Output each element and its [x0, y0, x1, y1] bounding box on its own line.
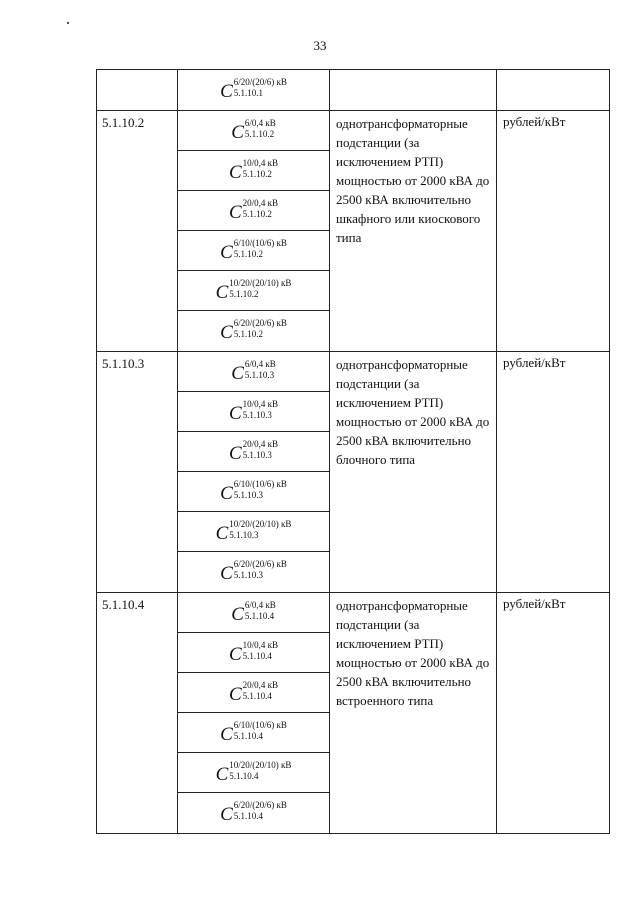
tariff-symbol-cell	[178, 753, 329, 793]
tariff-symbol	[220, 479, 287, 505]
symbol-subscript: 5.1.10.3	[244, 369, 275, 380]
tariff-symbol	[220, 720, 287, 746]
symbol-letter: C	[220, 482, 233, 504]
symbol-letter: C	[228, 442, 242, 464]
tariff-symbol-cell	[178, 151, 329, 191]
item-description: однотрансформаторные подстанции (за исключением РТП) мощностью от 2000 кВА до 2500 кВА включительно встроенного типа	[330, 593, 497, 833]
symbol-subscript: 5.1.10.4	[242, 650, 272, 661]
symbol-superscript: 6/0,4 кВ	[244, 117, 276, 128]
symbol-letter: C	[215, 281, 229, 303]
tariff-symbol-cell	[178, 593, 329, 633]
tariff-symbol	[229, 399, 278, 425]
table-row-group	[96, 70, 610, 111]
symbol-superscript: 6/10/(10/6) кВ	[233, 478, 287, 489]
symbol-superscript: 6/20/(20/6) кВ	[233, 77, 287, 87]
item-code: 5.1.10.4	[97, 593, 178, 833]
tariff-symbol-cell	[178, 392, 329, 432]
symbol-letter: C	[220, 804, 233, 825]
unit-of-measure: рублей/кВт	[503, 596, 566, 611]
symbol-subscript: 5.1.10.2	[233, 329, 264, 339]
symbol-column	[178, 70, 330, 110]
symbol-subscript: 5.1.10.2	[233, 248, 264, 259]
unit-of-measure	[497, 70, 609, 110]
item-code	[97, 70, 178, 110]
symbol-superscript: 6/10/(10/6) кВ	[233, 237, 287, 248]
symbol-superscript: 6/0,4 кВ	[244, 599, 276, 610]
tariff-symbol-cell	[178, 472, 329, 512]
tariff-symbol-cell	[178, 311, 329, 351]
symbol-subscript: 5.1.10.4	[244, 610, 275, 621]
symbol-letter: C	[228, 643, 242, 665]
symbol-subscript: 5.1.10.4	[233, 730, 264, 741]
page-number: 33	[313, 38, 327, 53]
item-code: 5.1.10.3	[97, 352, 178, 592]
symbol-letter: C	[228, 402, 242, 424]
symbol-subscript: 5.1.10.3	[233, 570, 264, 580]
tariff-symbol	[220, 238, 287, 264]
symbol-letter: C	[220, 723, 233, 745]
tariff-symbol	[216, 760, 292, 786]
unit-of-measure: рублей/кВт	[503, 355, 566, 370]
symbol-column	[178, 352, 330, 592]
symbol-letter: C	[215, 522, 229, 544]
item-code: 5.1.10.2	[97, 111, 178, 351]
symbol-letter: C	[228, 201, 242, 223]
symbol-superscript: 10/0,4 кВ	[242, 639, 279, 650]
symbol-superscript: 6/0,4 кВ	[244, 358, 276, 369]
item-description	[330, 70, 497, 110]
tariff-symbol-cell	[178, 191, 329, 231]
symbol-superscript: 6/20/(20/6) кВ	[233, 559, 287, 569]
tariff-symbol	[229, 680, 278, 706]
table-row-group	[96, 593, 610, 834]
symbol-superscript: 10/20/(20/10) кВ	[229, 277, 292, 288]
symbol-letter: C	[220, 241, 233, 263]
tariff-symbol	[220, 800, 287, 826]
tariff-symbol	[220, 77, 287, 103]
symbol-column	[178, 593, 330, 833]
tariff-symbol-cell	[178, 673, 329, 713]
tariff-symbol	[216, 519, 292, 545]
tariff-symbol-cell	[178, 512, 329, 552]
tariff-symbol	[229, 158, 278, 184]
item-description: однотрансформаторные подстанции (за исключением РТП) мощностью от 2000 кВА до 2500 кВА включительно блочного типа	[330, 352, 497, 592]
tariff-symbol-cell	[178, 793, 329, 833]
symbol-superscript: 10/0,4 кВ	[242, 398, 279, 409]
tariff-symbol	[229, 640, 278, 666]
symbol-subscript: 5.1.10.3	[242, 449, 272, 460]
symbol-letter: C	[220, 322, 233, 343]
symbol-subscript: 5.1.10.3	[233, 489, 264, 500]
symbol-subscript: 5.1.10.4	[233, 811, 264, 821]
tariff-symbol	[229, 439, 278, 465]
symbol-superscript: 10/0,4 кВ	[242, 157, 279, 168]
symbol-subscript: 5.1.10.2	[242, 168, 272, 179]
symbol-superscript: 20/0,4 кВ	[242, 679, 279, 690]
tariff-symbol-cell	[178, 552, 329, 592]
tariff-symbol	[231, 600, 276, 626]
table-row-group	[96, 352, 610, 593]
symbol-letter: C	[231, 121, 244, 143]
tariff-symbol-cell	[178, 271, 329, 311]
tariff-symbol	[220, 559, 287, 585]
tariff-table	[96, 69, 610, 834]
scan-speck	[67, 22, 69, 24]
symbol-subscript: 5.1.10.2	[244, 128, 275, 139]
symbol-letter: C	[231, 362, 244, 384]
symbol-letter: C	[220, 563, 233, 584]
symbol-superscript: 6/10/(10/6) кВ	[233, 719, 287, 730]
symbol-superscript: 10/20/(20/10) кВ	[229, 518, 292, 529]
symbol-subscript: 5.1.10.2	[229, 288, 259, 299]
table-row-group	[96, 111, 610, 352]
unit-of-measure: рублей/кВт	[503, 114, 566, 129]
symbol-subscript: 5.1.10.4	[242, 690, 272, 701]
symbol-subscript: 5.1.10.3	[242, 409, 272, 420]
tariff-symbol-cell	[178, 70, 329, 110]
tariff-symbol	[220, 318, 287, 344]
symbol-letter: C	[231, 603, 244, 625]
tariff-symbol	[231, 118, 276, 144]
symbol-subscript: 5.1.10.4	[229, 770, 259, 781]
tariff-symbol-cell	[178, 713, 329, 753]
tariff-symbol	[229, 198, 278, 224]
symbol-superscript: 10/20/(20/10) кВ	[229, 759, 292, 770]
tariff-symbol	[216, 278, 292, 304]
tariff-symbol-cell	[178, 633, 329, 673]
symbol-letter: C	[228, 683, 242, 705]
tariff-symbol-cell	[178, 231, 329, 271]
symbol-letter: C	[228, 161, 242, 183]
symbol-superscript: 6/20/(20/6) кВ	[233, 800, 287, 810]
tariff-symbol-cell	[178, 432, 329, 472]
symbol-superscript: 20/0,4 кВ	[242, 438, 279, 449]
symbol-superscript: 6/20/(20/6) кВ	[233, 318, 287, 328]
symbol-column	[178, 111, 330, 351]
tariff-symbol-cell	[178, 352, 329, 392]
tariff-symbol	[231, 359, 276, 385]
symbol-subscript: 5.1.10.3	[229, 529, 259, 540]
symbol-letter: C	[215, 763, 229, 785]
item-description: однотрансформаторные подстанции (за исключением РТП) мощностью от 2000 кВА до 2500 кВА включительно шкафного или киоскового типа	[330, 111, 497, 351]
symbol-letter: C	[220, 81, 233, 102]
symbol-superscript: 20/0,4 кВ	[242, 197, 279, 208]
symbol-subscript: 5.1.10.2	[242, 208, 272, 219]
tariff-symbol-cell	[178, 111, 329, 151]
symbol-subscript: 5.1.10.1	[233, 88, 264, 98]
